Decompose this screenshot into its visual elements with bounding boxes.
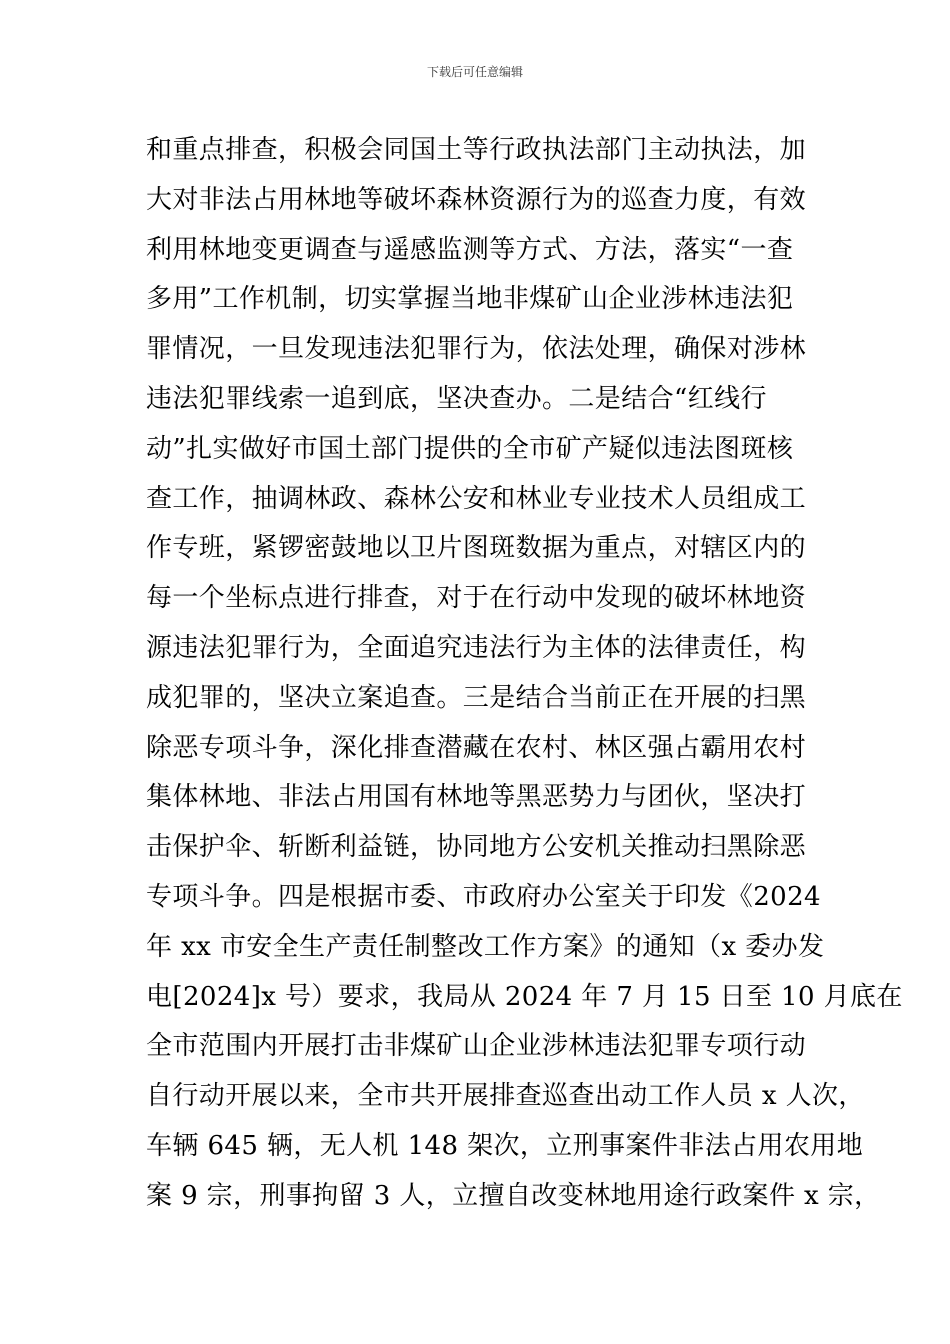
text-line: 和重点排查，积极会同国土等行政执法部门主动执法，加 <box>146 135 807 165</box>
document-body <box>146 126 903 1222</box>
text-line: 全市范围内开展打击非煤矿山企业涉林违法犯罪专项行动 <box>146 1031 807 1062</box>
text-line: 年 xx 市安全生产责任制整改工作方案》的通知（x 委办发 <box>146 931 825 962</box>
text-line: 多用”工作机制，切实掌握当地非煤矿山企业涉林违法犯 <box>146 284 794 315</box>
text-line: 除恶专项斗争，深化排查潜藏在农村、林区强占霸用农村 <box>146 732 807 763</box>
text-line: 利用林地变更调查与遥感监测等方式、方法，落实“一查 <box>146 234 794 265</box>
page-header: 下载后可任意编辑 <box>426 65 523 79</box>
text-line: 成犯罪的，坚决立案追查。三是结合当前正在开展的扫黑 <box>146 682 807 713</box>
text-line: 作专班，紧锣密鼓地以卫片图斑数据为重点，对辖区内的 <box>146 533 807 564</box>
text-line: 专项斗争。四是根据市委、市政府办公室关于印发《2024 <box>146 881 821 912</box>
text-line: 源违法犯罪行为，全面追究违法行为主体的法律责任，构 <box>146 632 807 663</box>
text-line: 每一个坐标点进行排查，对于在行动中发现的破坏林地资 <box>146 583 807 614</box>
text-line: 集体林地、非法占用国有林地等黑恶势力与团伙，坚决打 <box>146 782 807 813</box>
text-line: 电[2024]x 号）要求，我局从 2024 年 7 月 15 日至 10 月底在 <box>146 981 903 1012</box>
text-line: 车辆 645 辆，无人机 148 架次，立刑事案件非法占用农用地 <box>146 1130 864 1161</box>
text-line: 案 9 宗，刑事拘留 3 人，立擅自改变林地用途行政案件 x 宗， <box>146 1180 881 1211</box>
text-line: 罪情况，一旦发现违法犯罪行为，依法处理，确保对涉林 <box>146 334 807 365</box>
text-line: 动”扎实做好市国土部门提供的全市矿产疑似违法图斑核 <box>146 433 794 464</box>
text-line: 大对非法占用林地等破坏森林资源行为的巡查力度，有效 <box>146 184 807 215</box>
text-line: 击保护伞、斩断利益链，协同地方公安机关推动扫黑除恶 <box>146 832 807 863</box>
text-line: 自行动开展以来，全市共开展排查巡查出动工作人员 x 人次， <box>146 1081 865 1112</box>
text-line: 违法犯罪线索一追到底，坚决查办。二是结合“红线行 <box>146 383 767 414</box>
text-line: 查工作，抽调林政、森林公安和林业专业技术人员组成工 <box>146 483 807 514</box>
